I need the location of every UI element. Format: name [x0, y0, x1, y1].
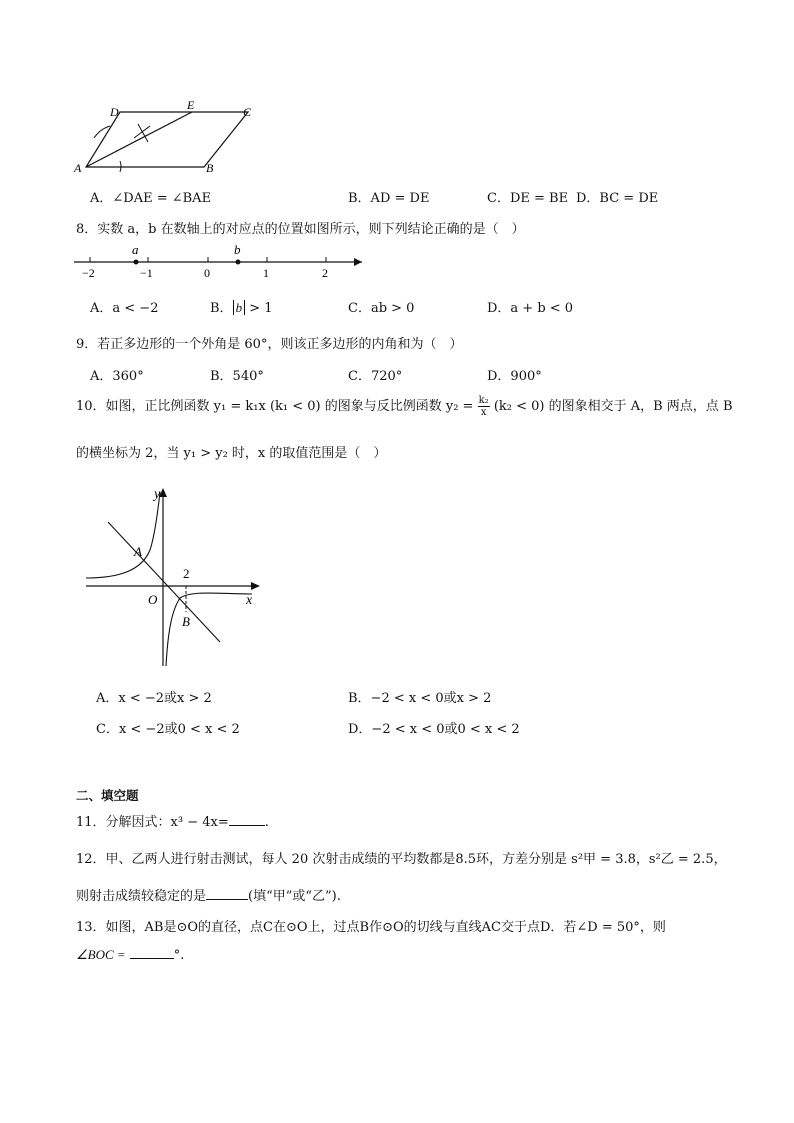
q8-option-d: D．a + b < 0	[487, 301, 574, 316]
label-d: D	[110, 105, 119, 119]
tick-neg1: −1	[140, 266, 153, 280]
q9-option-c: C．720°	[348, 369, 403, 384]
q11: 11．分解因式：x³ − 4x= .	[76, 815, 269, 830]
q8-stem: 8．实数 a，b 在数轴上的对应点的位置如图所示，则下列结论正确的是（ ）	[76, 222, 525, 237]
point-a-label: a	[132, 242, 139, 257]
tick-2: 2	[322, 266, 328, 280]
q13-line1: 13．如图，AB是⊙O的直径，点C在⊙O上，过点B作⊙O的切线与直线AC交于点D．若∠D = 50°，则	[76, 920, 666, 935]
section-title: 二、填空题	[76, 788, 139, 803]
q7-option-a: A．∠DAE = ∠BAE	[90, 191, 212, 206]
q9-stem: 9．若正多边形的一个外角是 60°，则该正多边形的内角和为（ ）	[76, 337, 463, 352]
answer-blank[interactable]	[130, 946, 174, 959]
q9-option-a: A．360°	[90, 369, 144, 384]
fraction-k2-over-x: $\frac{\text{k₂}}{x}$	[478, 395, 489, 418]
q10-option-b: B．−2 < x < 0或x > 2	[348, 691, 492, 706]
q10-line1: 10．如图，正比例函数 y₁ = k₁x (k₁ < 0) 的图象与反比例函数 y₂ = $\frac{\text{k₂}}{x}$ (k₂ < 0) 的图象相交于 A，B 两点，点 B	[76, 395, 733, 418]
q8-option-c: C．ab > 0	[348, 301, 415, 316]
x-axis-label: x	[246, 593, 253, 608]
tick-0: 0	[204, 266, 210, 280]
q10-option-a: A．x < −2或x > 2	[96, 691, 212, 706]
q8-option-a: A．a < −2	[90, 301, 159, 316]
tick-1: 1	[263, 266, 269, 280]
q13-line2: ∠BOC = °.	[76, 947, 185, 963]
point-b-graph-label: B	[182, 614, 190, 629]
tick-2-label: 2	[183, 566, 190, 581]
q10-option-c: C．x < −2或0 < x < 2	[96, 722, 240, 737]
q7-option-d: D．BC = DE	[576, 191, 659, 206]
tick-neg2: −2	[82, 266, 95, 280]
label-b: B	[206, 161, 214, 175]
q7-option-c: C．DE = BE	[487, 191, 569, 206]
answer-blank[interactable]	[229, 813, 265, 826]
label-a: A	[74, 161, 82, 175]
answer-blank[interactable]	[206, 887, 248, 900]
q9-option-d: D．900°	[487, 369, 542, 384]
label-c: C	[243, 105, 252, 119]
point-b-label: b	[234, 242, 241, 257]
point-a-graph-label: A	[134, 544, 142, 559]
q10-line2: 的横坐标为 2，当 y₁ > y₂ 时，x 的取值范围是（ ）	[76, 446, 387, 461]
label-e: E	[187, 98, 195, 112]
q10-option-d: D．−2 < x < 0或0 < x < 2	[348, 722, 520, 737]
q12-line2: 则射击成绩较稳定的是 (填“甲”或“乙”).	[76, 889, 341, 904]
function-graph	[80, 480, 270, 670]
number-line	[70, 240, 370, 280]
origin-label: O	[148, 592, 158, 607]
q8-option-b: B． b > 1	[210, 300, 273, 316]
q7-option-b: B．AD = DE	[348, 191, 430, 206]
parallelogram-figure	[70, 96, 280, 176]
q9-option-b: B．540°	[210, 369, 264, 384]
y-axis-label: y	[154, 487, 161, 502]
q12-line1: 12．甲、乙两人进行射击测试，每人 20 次射击成绩的平均数都是8.5环，方差分别是 s²甲 = 3.8，s²乙 = 2.5，	[76, 852, 727, 867]
